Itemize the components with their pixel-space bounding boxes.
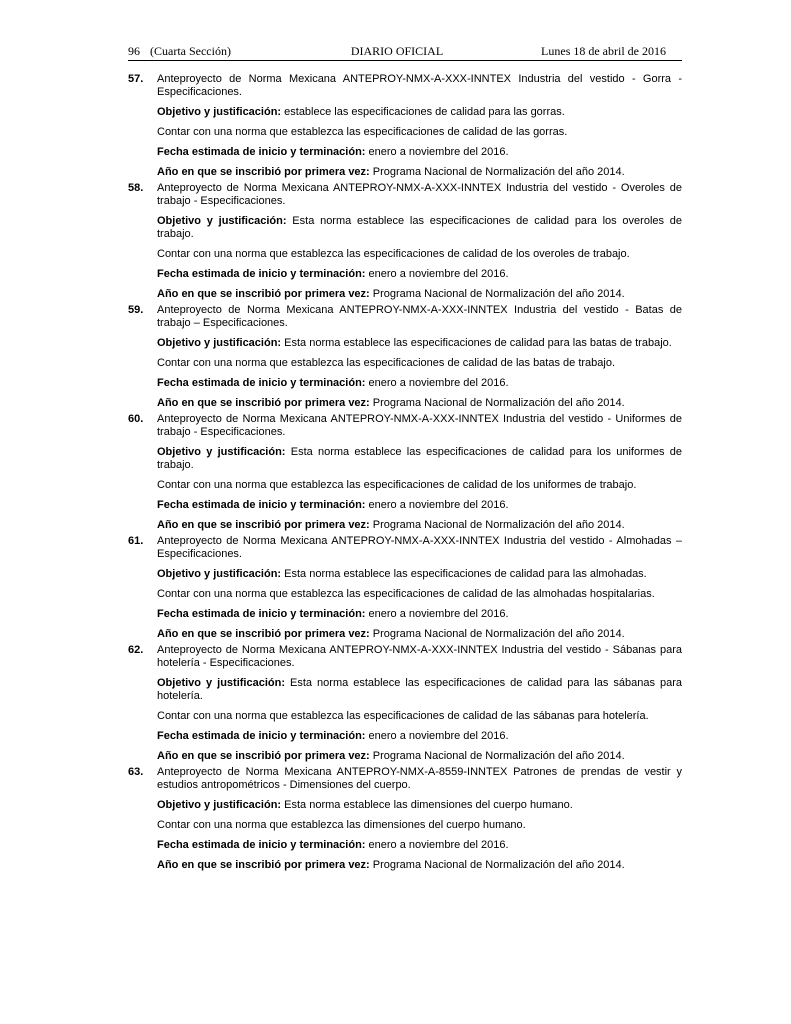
fecha-text: enero a noviembre del 2016. xyxy=(368,499,509,511)
section-label: (Cuarta Sección) xyxy=(150,44,231,58)
item-number: 63. xyxy=(128,766,144,778)
objetivo-label: Objetivo y justificación: xyxy=(157,215,287,227)
anio-label: Año en que se inscribió por primera vez: xyxy=(157,519,370,531)
item-number: 61. xyxy=(128,535,144,547)
fecha-label: Fecha estimada de inicio y terminación: xyxy=(157,499,366,511)
anio-label: Año en que se inscribió por primera vez: xyxy=(157,166,370,178)
item-heading xyxy=(128,644,682,670)
objetivo-label: Objetivo y justificación: xyxy=(157,446,286,458)
list-item xyxy=(128,535,682,641)
anio-label: Año en que se inscribió por primera vez: xyxy=(157,288,370,300)
list-item xyxy=(128,182,682,301)
objetivo-label: Objetivo y justificación: xyxy=(157,337,282,349)
item-title: Anteproyecto de Norma Mexicana ANTEPROY-NMX-A-XXX-INNTEX Industria del vestido - Batas de trabajo – Especificaciones. xyxy=(157,304,682,329)
page-number: 96 xyxy=(128,44,140,58)
list-item xyxy=(128,766,682,872)
item-objetivo xyxy=(157,215,682,241)
anio-label: Año en que se inscribió por primera vez: xyxy=(157,628,370,640)
item-fecha xyxy=(157,608,682,621)
list-item xyxy=(128,304,682,410)
item-anio xyxy=(157,519,682,532)
item-anio xyxy=(157,750,682,763)
objetivo-text: Esta norma establece las dimensiones del cuerpo humano. xyxy=(284,799,573,811)
anio-text: Programa Nacional de Normalización del año 2014. xyxy=(372,628,625,640)
document-body xyxy=(128,73,682,875)
item-heading xyxy=(128,535,682,561)
fecha-text: enero a noviembre del 2016. xyxy=(368,608,509,620)
page-header xyxy=(128,44,666,60)
fecha-label: Fecha estimada de inicio y terminación: xyxy=(157,839,366,851)
item-fecha xyxy=(157,499,682,512)
fecha-label: Fecha estimada de inicio y terminación: xyxy=(157,608,366,620)
item-objetivo xyxy=(157,106,682,119)
item-anio xyxy=(157,288,682,301)
item-contar: Contar con una norma que establezca las especificaciones de calidad de los overoles de trabajo. xyxy=(157,248,630,260)
fecha-label: Fecha estimada de inicio y terminación: xyxy=(157,377,366,389)
item-number: 58. xyxy=(128,182,144,194)
item-heading xyxy=(128,182,682,208)
anio-text: Programa Nacional de Normalización del año 2014. xyxy=(372,288,625,300)
item-anio xyxy=(157,628,682,641)
list-item xyxy=(128,413,682,532)
fecha-label: Fecha estimada de inicio y terminación: xyxy=(157,730,366,742)
item-title: Anteproyecto de Norma Mexicana ANTEPROY-NMX-A-XXX-INNTEX Industria del vestido - Overoles de trabajo - Especificaciones. xyxy=(157,182,682,207)
fecha-text: enero a noviembre del 2016. xyxy=(368,377,509,389)
item-objetivo xyxy=(157,799,682,812)
fecha-text: enero a noviembre del 2016. xyxy=(368,730,509,742)
item-fecha xyxy=(157,730,682,743)
item-contar: Contar con una norma que establezca las dimensiones del cuerpo humano. xyxy=(157,819,526,831)
item-title: Anteproyecto de Norma Mexicana ANTEPROY-NMX-A-XXX-INNTEX Industria del vestido - Almohadas – Especificaciones. xyxy=(157,535,682,560)
item-anio xyxy=(157,397,682,410)
item-objetivo xyxy=(157,568,682,581)
anio-text: Programa Nacional de Normalización del año 2014. xyxy=(372,750,625,762)
publication-date: Lunes 18 de abril de 2016 xyxy=(541,44,666,58)
list-item xyxy=(128,644,682,763)
objetivo-label: Objetivo y justificación: xyxy=(157,677,285,689)
fecha-text: enero a noviembre del 2016. xyxy=(368,146,509,158)
item-heading xyxy=(128,413,682,439)
item-fecha xyxy=(157,839,682,852)
fecha-text: enero a noviembre del 2016. xyxy=(368,839,509,851)
fecha-label: Fecha estimada de inicio y terminación: xyxy=(157,268,366,280)
anio-label: Año en que se inscribió por primera vez: xyxy=(157,859,370,871)
item-number: 60. xyxy=(128,413,144,425)
anio-text: Programa Nacional de Normalización del año 2014. xyxy=(372,859,625,871)
objetivo-label: Objetivo y justificación: xyxy=(157,799,282,811)
item-fecha xyxy=(157,268,682,281)
item-objetivo xyxy=(157,337,682,350)
item-contar: Contar con una norma que establezca las especificaciones de calidad de las sábanas para hotelería. xyxy=(157,710,649,722)
item-anio xyxy=(157,859,682,872)
objetivo-text: Esta norma establece las especificaciones de calidad para las almohadas. xyxy=(284,568,647,580)
publication-name: DIARIO OFICIAL xyxy=(350,44,444,58)
item-title: Anteproyecto de Norma Mexicana ANTEPROY-NMX-A-XXX-INNTEX Industria del vestido - Sábanas para hotelería - Especificaciones. xyxy=(157,644,682,669)
item-contar: Contar con una norma que establezca las especificaciones de calidad de los uniformes de trabajo. xyxy=(157,479,637,491)
item-title: Anteproyecto de Norma Mexicana ANTEPROY-NMX-A-8559-INNTEX Patrones de prendas de vestir y estudios antropométricos - Dimensiones del cuerpo. xyxy=(157,766,682,791)
item-anio xyxy=(157,166,682,179)
item-heading xyxy=(128,766,682,792)
item-number: 62. xyxy=(128,644,144,656)
anio-text: Programa Nacional de Normalización del año 2014. xyxy=(372,519,625,531)
item-contar: Contar con una norma que establezca las especificaciones de calidad de las batas de trabajo. xyxy=(157,357,616,369)
anio-text: Programa Nacional de Normalización del año 2014. xyxy=(372,397,625,409)
objetivo-label: Objetivo y justificación: xyxy=(157,106,282,118)
item-title: Anteproyecto de Norma Mexicana ANTEPROY-NMX-A-XXX-INNTEX Industria del vestido - Gorra - Especificaciones. xyxy=(157,73,682,98)
anio-text: Programa Nacional de Normalización del año 2014. xyxy=(372,166,625,178)
item-title: Anteproyecto de Norma Mexicana ANTEPROY-NMX-A-XXX-INNTEX Industria del vestido - Uniformes de trabajo - Especificaciones. xyxy=(157,413,682,438)
anio-label: Año en que se inscribió por primera vez: xyxy=(157,397,370,409)
objetivo-text: Esta norma establece las especificaciones de calidad para los uniformes de trabajo. xyxy=(157,446,682,471)
item-number: 57. xyxy=(128,73,144,85)
fecha-text: enero a noviembre del 2016. xyxy=(368,268,509,280)
item-fecha xyxy=(157,146,682,159)
anio-label: Año en que se inscribió por primera vez: xyxy=(157,750,370,762)
item-heading xyxy=(128,73,682,99)
item-contar: Contar con una norma que establezca las especificaciones de calidad de las gorras. xyxy=(157,126,568,138)
objetivo-text: Esta norma establece las especificaciones de calidad para las sábanas para hotelería. xyxy=(157,677,682,702)
item-objetivo xyxy=(157,446,682,472)
fecha-label: Fecha estimada de inicio y terminación: xyxy=(157,146,366,158)
list-item xyxy=(128,73,682,179)
item-fecha xyxy=(157,377,682,390)
item-contar: Contar con una norma que establezca las especificaciones de calidad de las almohadas hospitalarias. xyxy=(157,588,655,600)
objetivo-text: Esta norma establece las especificaciones de calidad para las batas de trabajo. xyxy=(284,337,672,349)
item-number: 59. xyxy=(128,304,144,316)
item-objetivo xyxy=(157,677,682,703)
objetivo-text: Esta norma establece las especificaciones de calidad para los overoles de trabajo. xyxy=(157,215,683,240)
objetivo-label: Objetivo y justificación: xyxy=(157,568,282,580)
objetivo-text: establece las especificaciones de calidad para las gorras. xyxy=(284,106,565,118)
item-heading xyxy=(128,304,682,330)
header-rule xyxy=(128,60,682,61)
